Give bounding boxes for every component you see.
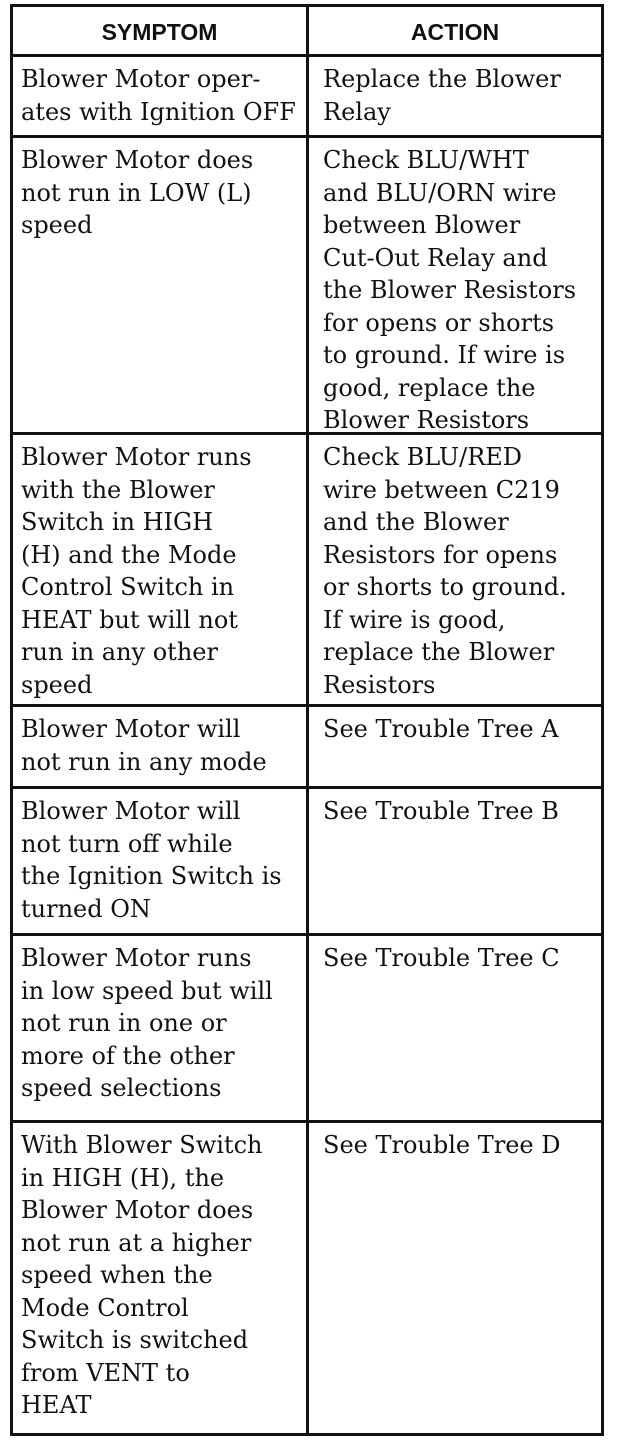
- symptom-cell: Blower Motor oper- ates with Ignition OFF: [21, 65, 296, 126]
- table-row: [13, 57, 601, 138]
- table-row: [13, 138, 601, 435]
- symptom-header: SYMPTOM: [101, 19, 218, 45]
- column-divider: [306, 1123, 309, 1433]
- symptom-cell: With Blower Switch in HIGH (H), the Blower Motor does not run at a higher speed when the Mode Control Switch is switched from VENT to HEAT: [21, 1131, 263, 1419]
- action-header: ACTION: [410, 19, 500, 45]
- table-row: [13, 789, 601, 936]
- table-row: [13, 707, 601, 789]
- table-header-row: [13, 7, 601, 57]
- symptom-cell: Blower Motor will not turn off while the Ignition Switch is turned ON: [21, 797, 282, 923]
- action-cell: See Trouble Tree D: [323, 1131, 561, 1159]
- action-cell: Replace the Blower Relay: [323, 65, 561, 126]
- symptom-cell: Blower Motor will not run in any mode: [21, 715, 267, 776]
- table-row: [13, 435, 601, 707]
- action-cell: Check BLU/WHT and BLU/ORN wire between Blower Cut-Out Relay and the Blower Resistors for opens or shorts to ground. If wire is good, replace the Blower Resistors: [323, 146, 577, 434]
- action-cell: See Trouble Tree B: [323, 797, 559, 825]
- symptom-action-table: [10, 4, 604, 1436]
- action-cell: See Trouble Tree A: [323, 715, 559, 743]
- table-row: [13, 1123, 601, 1433]
- symptom-cell: Blower Motor does not run in LOW (L) speed: [21, 146, 254, 239]
- symptom-cell: Blower Motor runs with the Blower Switch in HIGH (H) and the Mode Control Switch in HEAT but will not run in any other speed: [21, 443, 252, 699]
- action-cell: See Trouble Tree C: [323, 944, 560, 972]
- table-row: [13, 936, 601, 1123]
- symptom-cell: Blower Motor runs in low speed but will not run in one or more of the other speed selections: [21, 944, 273, 1102]
- action-cell: Check BLU/RED wire between C219 and the Blower Resistors for opens or shorts to ground. If wire is good, replace the Blower Resistors: [323, 443, 567, 699]
